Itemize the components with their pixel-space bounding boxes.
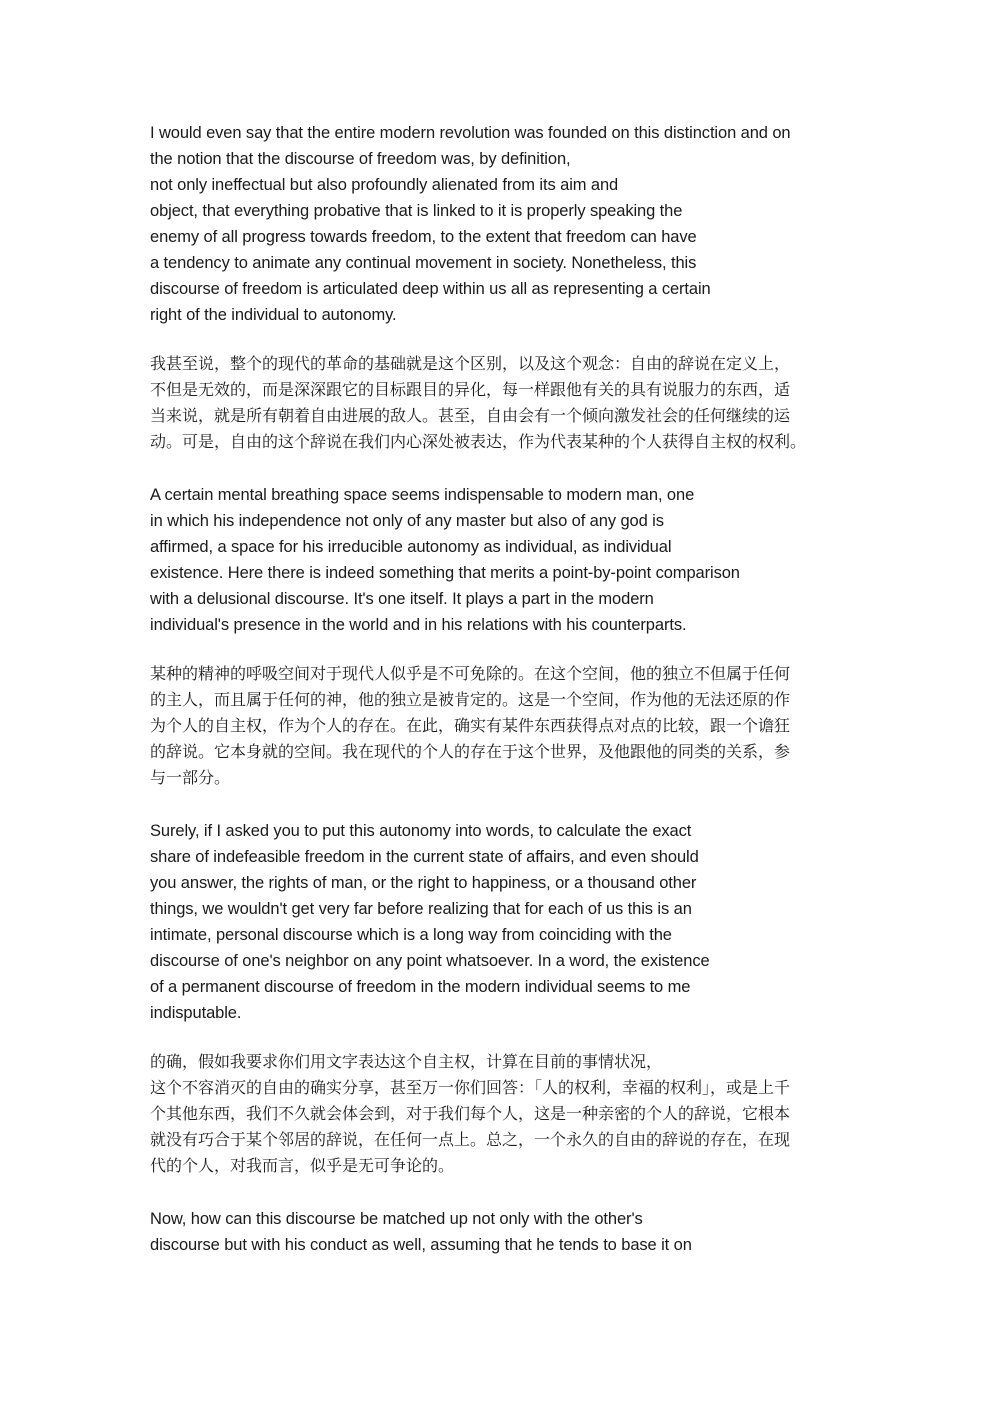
text-line: you answer, the rights of man, or the right to happiness, or a thousand other	[150, 874, 697, 892]
paragraph-en-2	[150, 482, 850, 638]
text-line: share of indefeasible freedom in the current state of affairs, and even should	[150, 848, 699, 866]
text-line: 我甚至说，整个的现代的革命的基础就是这个区别，以及这个观念：自由的辞说在定义上，	[150, 356, 791, 373]
text-line: a tendency to animate any continual movement in society. Nonetheless, this	[150, 254, 697, 272]
text-line: intimate, personal discourse which is a long way from coinciding with the	[150, 926, 672, 944]
text-line: of a permanent discourse of freedom in the modern individual seems to me	[150, 978, 691, 996]
text-line: object, that everything probative that is linked to it is properly speaking the	[150, 202, 683, 220]
text-line: 代的个人，对我而言，似乎是无可争论的。	[150, 1158, 455, 1175]
text-line: 个其他东西，我们不久就会体会到，对于我们每个人，这是一种亲密的个人的辞说，它根本	[150, 1106, 791, 1123]
text-line: 这个不容消灭的自由的确实分享，甚至万一你们回答：「人的权利，幸福的权利」，或是上千	[150, 1080, 791, 1097]
text-line: things, we wouldn't get very far before realizing that for each of us this is an	[150, 900, 692, 918]
text-line: I would even say that the entire modern revolution was founded on this distinction and on	[150, 124, 791, 142]
text-line: A certain mental breathing space seems indispensable to modern man, one	[150, 486, 695, 504]
paragraph-en-4	[150, 1206, 850, 1258]
paragraph-en-3	[150, 818, 850, 1026]
paragraph-zh-1	[150, 352, 842, 456]
text-line: 不但是无效的，而是深深跟它的目标跟目的异化，每一样跟他有关的具有说服力的东西，适	[150, 382, 791, 399]
paragraph-en-1	[150, 120, 850, 328]
paragraph-zh-3	[150, 1050, 842, 1180]
text-line: Surely, if I asked you to put this autonomy into words, to calculate the exact	[150, 822, 692, 840]
text-line: existence. Here there is indeed something that merits a point-by-point comparison	[150, 564, 740, 582]
paragraph-zh-2	[150, 662, 842, 792]
text-line: 与一部分。	[150, 770, 231, 787]
text-line: enemy of all progress towards freedom, to the extent that freedom can have	[150, 228, 697, 246]
text-line: 就没有巧合于某个邻居的辞说，在任何一点上。总之，一个永久的自由的辞说的存在，在现	[150, 1132, 791, 1149]
text-line: 的辞说。它本身就的空间。我在现代的个人的存在于这个世界，及他跟他的同类的关系，参	[150, 744, 791, 761]
text-line: not only ineffectual but also profoundly alienated from its aim and	[150, 176, 619, 194]
text-line: 某种的精神的呼吸空间对于现代人似乎是不可免除的。在这个空间，他的独立不但属于任何	[150, 666, 791, 683]
text-line: Now, how can this discourse be matched up not only with the other's	[150, 1210, 643, 1228]
text-line: the notion that the discourse of freedom was, by definition,	[150, 150, 571, 168]
text-line: discourse but with his conduct as well, assuming that he tends to base it on	[150, 1236, 692, 1254]
text-line: 动。可是，自由的这个辞说在我们内心深处被表达，作为代表某种的个人获得自主权的权利。	[150, 434, 807, 451]
document-page	[150, 120, 850, 1282]
text-line: 当来说，就是所有朝着自由进展的敌人。甚至，自由会有一个倾向激发社会的任何继续的运	[150, 408, 791, 425]
text-line: 的主人，而且属于任何的神，他的独立是被肯定的。这是一个空间，作为他的无法还原的作	[150, 692, 791, 709]
text-line: right of the individual to autonomy.	[150, 306, 397, 324]
text-line: discourse of freedom is articulated deep within us all as representing a certain	[150, 280, 711, 298]
text-line: discourse of one's neighbor on any point whatsoever. In a word, the existence	[150, 952, 710, 970]
text-line: 的确，假如我要求你们用文字表达这个自主权，计算在目前的事情状况，	[150, 1054, 663, 1071]
text-line: with a delusional discourse. It's one itself. It plays a part in the modern	[150, 590, 654, 608]
text-line: individual's presence in the world and in his relations with his counterparts.	[150, 616, 687, 634]
text-line: 为个人的自主权，作为个人的存在。在此，确实有某件东西获得点对点的比较，跟一个谵狂	[150, 718, 791, 735]
text-line: affirmed, a space for his irreducible autonomy as individual, as individual	[150, 538, 672, 556]
text-line: in which his independence not only of any master but also of any god is	[150, 512, 664, 530]
text-line: indisputable.	[150, 1004, 242, 1022]
